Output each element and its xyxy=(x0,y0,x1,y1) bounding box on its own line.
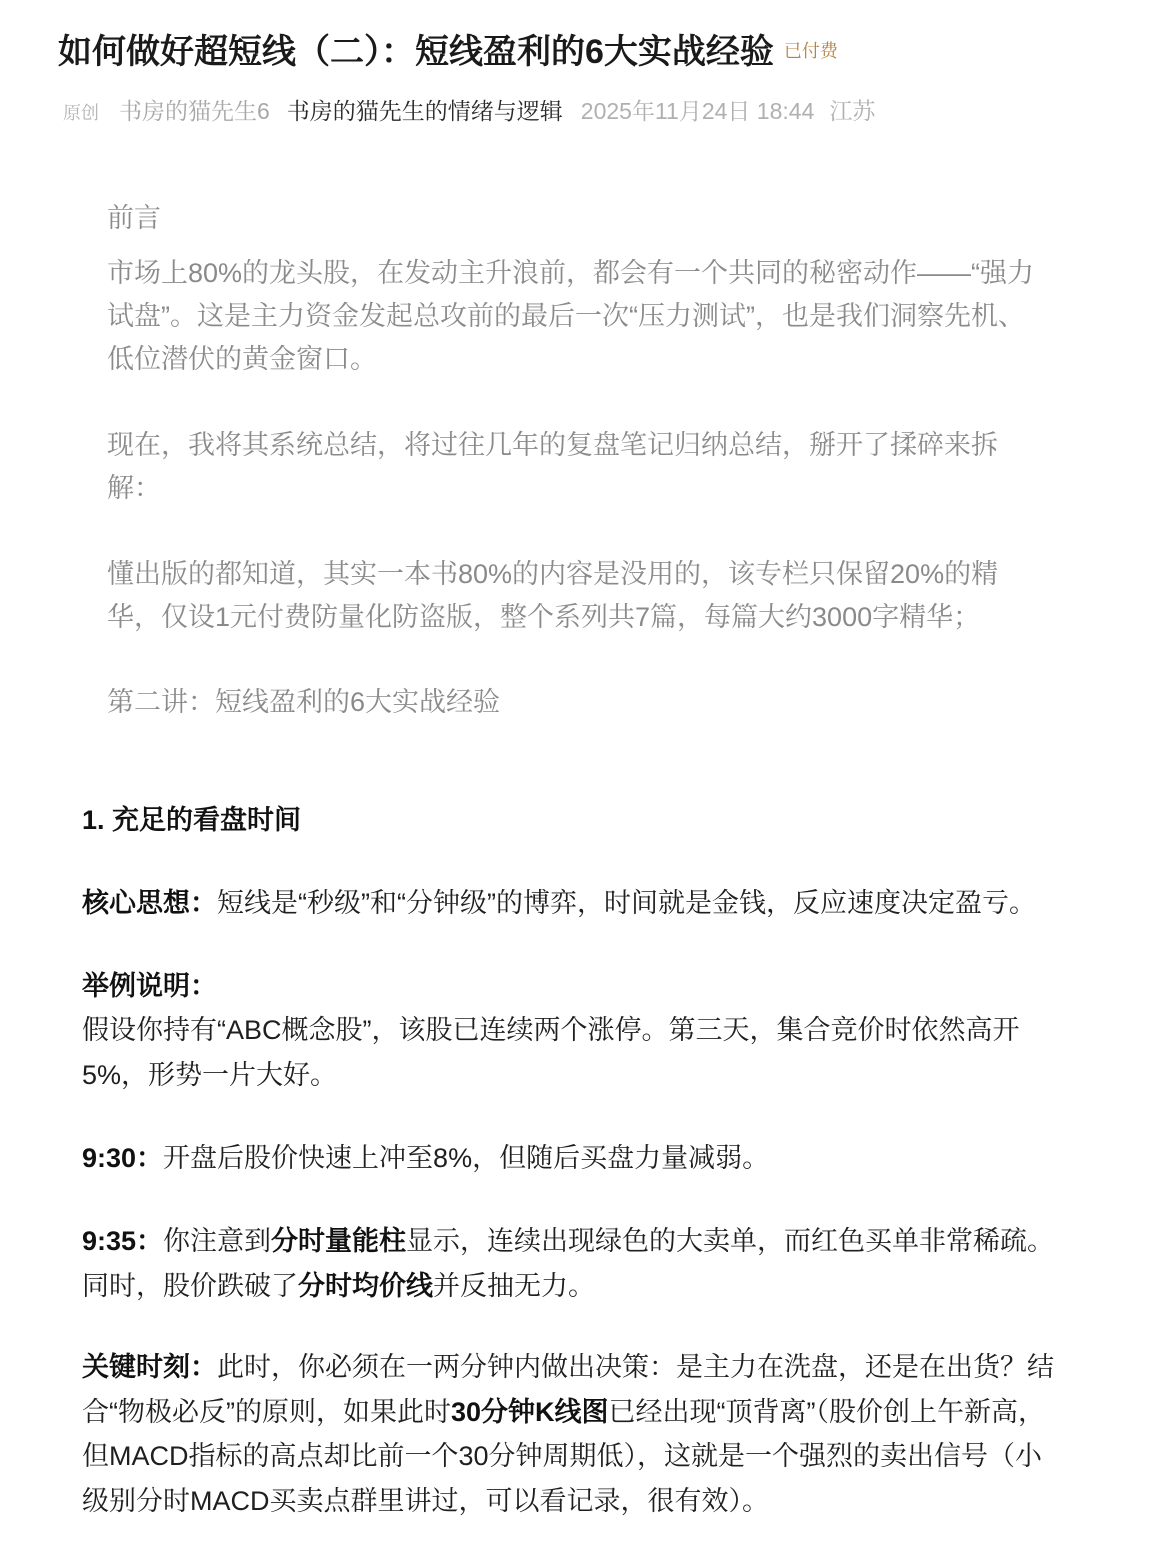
article-meta xyxy=(63,95,875,129)
original-tag: 原创 xyxy=(63,103,99,123)
publish-time: 2025年11月24日 18:44 xyxy=(580,98,815,124)
time-0930-paragraph xyxy=(82,1136,769,1181)
account-name-link[interactable]: 书房的猫先生的情绪与逻辑 xyxy=(286,98,563,124)
core-idea-paragraph xyxy=(82,881,1036,926)
intro-line: 华，仅设1元付费防量化防盗版，整个系列共7篇，每篇大约3000字精华； xyxy=(107,602,981,632)
text-segment: 并反抽无力。 xyxy=(433,1270,595,1301)
bold-term: 分时量能柱 xyxy=(271,1226,407,1256)
bold-term: 30分钟K线图 xyxy=(450,1396,609,1427)
section-heading: 1. 充足的看盘时间 xyxy=(82,805,302,835)
core-idea-label: 核心思想： xyxy=(82,888,217,918)
paragraph-line xyxy=(82,1390,1054,1435)
example-paragraph xyxy=(82,1008,1020,1097)
paragraph-line xyxy=(82,1136,769,1181)
intro-line: 现在，我将其系统总结，将过往几年的复盘笔记归纳总结，掰开了揉碎来拆 xyxy=(107,430,998,460)
text-segment: 此时，你必须在一两分钟内做出决策：是主力在洗盘，还是在出货？结 xyxy=(217,1352,1054,1382)
paragraph-line xyxy=(82,1345,1054,1390)
paragraph-line: 5%，形势一片大好。 xyxy=(82,1059,338,1090)
paid-badge: 已付费 xyxy=(783,41,838,61)
time-0930-label: 9:30： xyxy=(82,1143,164,1173)
author-name: 书房的猫先生6 xyxy=(119,98,270,124)
time-0935-label: 9:35： xyxy=(82,1226,164,1256)
intro-line: 市场上80%的龙头股，在发动主升浪前，都会有一个共同的秘密动作——“强力 xyxy=(107,258,1035,288)
publish-location: 江苏 xyxy=(829,98,876,124)
paragraph-line: 级别分时MACD买卖点群里讲过，可以看记录，很有效）。 xyxy=(82,1485,769,1516)
paragraph-line: 假设你持有“ABC概念股”，该股已连续两个涨停。第三天，集合竞价时依然高开 xyxy=(82,1015,1020,1045)
text-segment: 合“物极必反”的原则，如果此时 xyxy=(82,1396,451,1427)
intro-line: 懂出版的都知道，其实一本书80%的内容是没用的，该专栏只保留20%的精 xyxy=(107,559,999,589)
text-segment: 同时，股价跌破了 xyxy=(82,1270,298,1301)
intro-paragraph-2 xyxy=(107,424,998,510)
intro-line: 低位潜伏的黄金窗口。 xyxy=(107,344,377,374)
text-segment: 你注意到 xyxy=(163,1226,272,1256)
time-0930-text: 开盘后股价快速上冲至8%，但随后买盘力量减弱。 xyxy=(163,1143,770,1173)
intro-line: 解： xyxy=(107,473,161,503)
example-label: 举例说明： xyxy=(82,971,217,1001)
article-title: 如何做好超短线（二）：短线盈利的6大实战经验 xyxy=(58,33,774,71)
key-moment-paragraph xyxy=(82,1345,1054,1523)
intro-heading: 前言 xyxy=(107,203,161,233)
paragraph-line xyxy=(82,881,1036,926)
text-segment: 已经出现“顶背离”（股价创上午新高， xyxy=(608,1396,1045,1427)
core-idea-text: 短线是“秒级”和“分钟级”的博弈，时间就是金钱，反应速度决定盈亏。 xyxy=(217,888,1036,918)
paragraph-line xyxy=(82,1264,1054,1309)
intro-line: 试盘”。这是主力资金发起总攻前的最后一次“压力测试”，也是我们洞察先机、 xyxy=(107,301,1025,331)
intro-paragraph-1 xyxy=(107,252,1034,381)
text-segment: 显示，连续出现绿色的大卖单，而红色买单非常稀疏。 xyxy=(406,1226,1055,1256)
paragraph-line: 但MACD指标的高点却比前一个30分钟周期低），这就是一个强烈的卖出信号（小 xyxy=(82,1441,1043,1471)
article-header xyxy=(58,28,838,76)
paragraph-line xyxy=(82,1219,1054,1264)
bold-term: 分时均价线 xyxy=(298,1270,433,1301)
key-moment-label: 关键时刻： xyxy=(82,1352,217,1382)
time-0935-paragraph xyxy=(82,1219,1054,1308)
intro-paragraph-3 xyxy=(107,553,998,639)
intro-paragraph-4: 第二讲：短线盈利的6大实战经验 xyxy=(107,687,501,717)
